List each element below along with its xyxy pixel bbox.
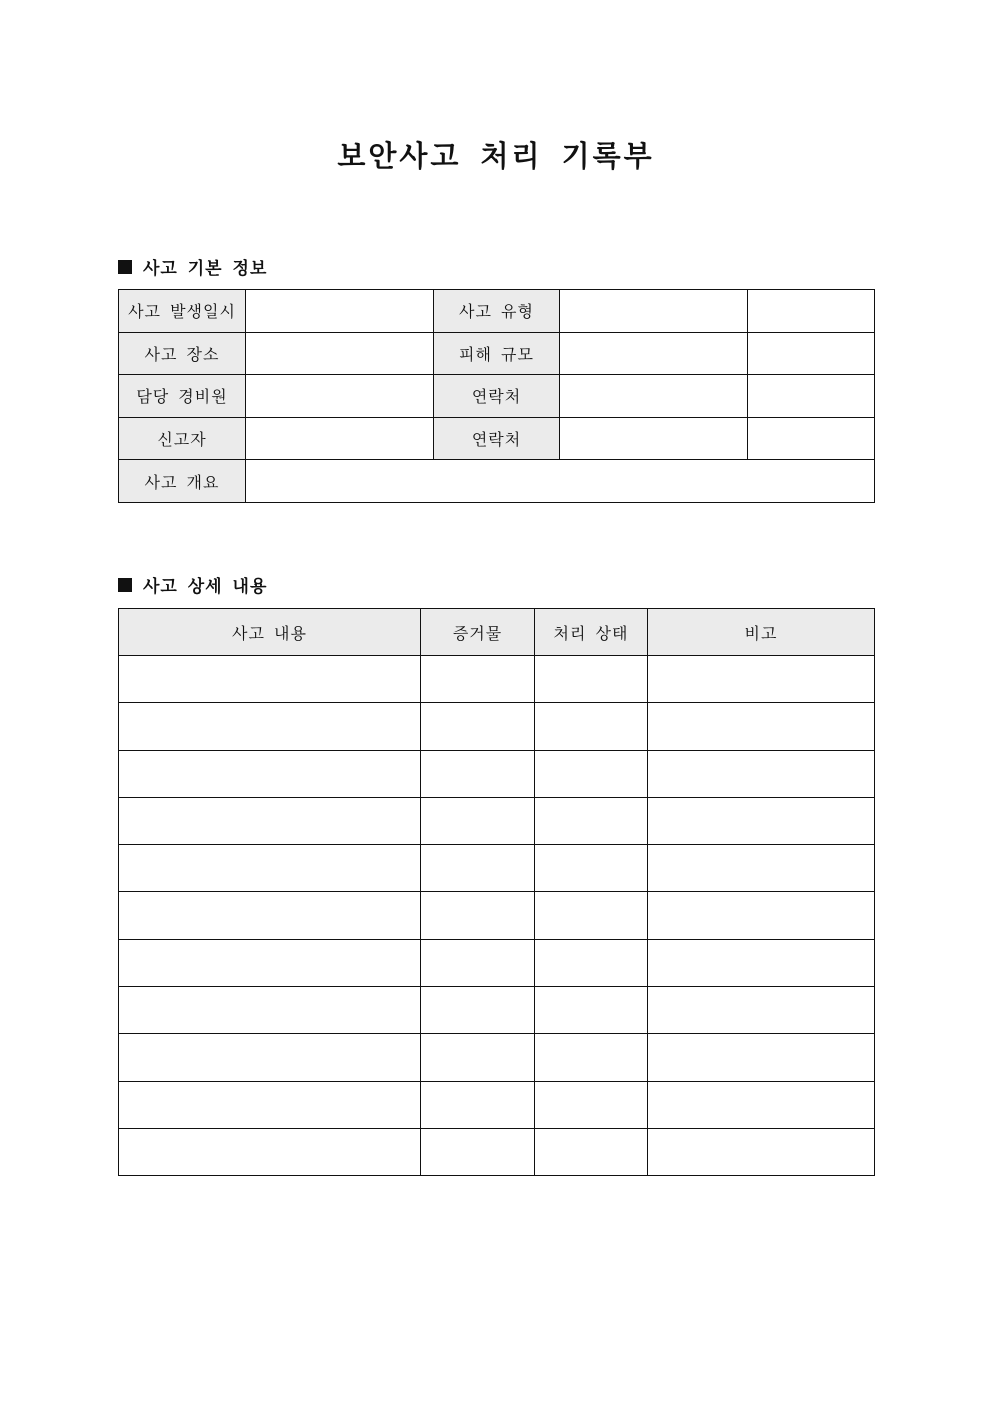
incident-content-cell[interactable]	[119, 987, 421, 1034]
section-heading-label: 사고 상세 내용	[143, 577, 268, 597]
evidence-cell[interactable]	[421, 1081, 535, 1128]
extra-field[interactable]	[748, 375, 875, 418]
status-cell[interactable]	[535, 892, 648, 939]
incident-content-cell[interactable]	[119, 750, 421, 797]
incident-content-cell[interactable]	[119, 1034, 421, 1081]
remarks-cell[interactable]	[648, 987, 875, 1034]
table-row	[119, 845, 875, 892]
damage-scale-field[interactable]	[560, 332, 748, 375]
field-label: 담당 경비원	[119, 375, 246, 418]
table-header-row	[119, 609, 875, 656]
evidence-cell[interactable]	[421, 750, 535, 797]
incident-datetime-field[interactable]	[246, 290, 434, 333]
incident-details-table	[118, 608, 875, 1176]
reporter-contact-field[interactable]	[560, 417, 748, 460]
status-cell[interactable]	[535, 939, 648, 986]
field-label: 연락처	[434, 375, 560, 418]
column-header: 처리 상태	[535, 609, 648, 656]
status-cell[interactable]	[535, 845, 648, 892]
evidence-cell[interactable]	[421, 892, 535, 939]
field-label: 피해 규모	[434, 332, 560, 375]
incident-summary-field[interactable]	[246, 460, 875, 503]
status-cell[interactable]	[535, 987, 648, 1034]
status-cell[interactable]	[535, 750, 648, 797]
evidence-cell[interactable]	[421, 939, 535, 986]
table-row	[119, 750, 875, 797]
table-row	[119, 939, 875, 986]
guard-contact-field[interactable]	[560, 375, 748, 418]
remarks-cell[interactable]	[648, 703, 875, 750]
section-heading-basic-info	[118, 254, 267, 279]
remarks-cell[interactable]	[648, 845, 875, 892]
table-row	[119, 460, 875, 503]
status-cell[interactable]	[535, 1128, 648, 1175]
evidence-cell[interactable]	[421, 656, 535, 703]
field-label: 사고 장소	[119, 332, 246, 375]
column-header: 비고	[648, 609, 875, 656]
field-label: 사고 발생일시	[119, 290, 246, 333]
reporter-field[interactable]	[246, 417, 434, 460]
evidence-cell[interactable]	[421, 1034, 535, 1081]
table-row	[119, 656, 875, 703]
evidence-cell[interactable]	[421, 797, 535, 844]
remarks-cell[interactable]	[648, 1034, 875, 1081]
remarks-cell[interactable]	[648, 656, 875, 703]
remarks-cell[interactable]	[648, 750, 875, 797]
status-cell[interactable]	[535, 656, 648, 703]
field-label: 신고자	[119, 417, 246, 460]
incident-location-field[interactable]	[246, 332, 434, 375]
table-row	[119, 1081, 875, 1128]
remarks-cell[interactable]	[648, 939, 875, 986]
remarks-cell[interactable]	[648, 1081, 875, 1128]
incident-content-cell[interactable]	[119, 656, 421, 703]
evidence-cell[interactable]	[421, 845, 535, 892]
extra-field[interactable]	[748, 290, 875, 333]
square-bullet-icon	[118, 578, 132, 592]
section-heading-details	[118, 572, 267, 597]
evidence-cell[interactable]	[421, 987, 535, 1034]
table-row	[119, 1034, 875, 1081]
square-bullet-icon	[118, 260, 132, 274]
column-header: 사고 내용	[119, 609, 421, 656]
table-row	[119, 332, 875, 375]
table-row	[119, 1128, 875, 1175]
table-row	[119, 375, 875, 418]
incident-content-cell[interactable]	[119, 939, 421, 986]
section-heading-label: 사고 기본 정보	[143, 259, 268, 279]
table-row	[119, 703, 875, 750]
incident-content-cell[interactable]	[119, 797, 421, 844]
incident-type-field[interactable]	[560, 290, 748, 333]
evidence-cell[interactable]	[421, 703, 535, 750]
table-row	[119, 797, 875, 844]
table-row	[119, 987, 875, 1034]
field-label: 사고 유형	[434, 290, 560, 333]
table-row	[119, 290, 875, 333]
incident-content-cell[interactable]	[119, 1128, 421, 1175]
incident-content-cell[interactable]	[119, 845, 421, 892]
extra-field[interactable]	[748, 332, 875, 375]
incident-content-cell[interactable]	[119, 1081, 421, 1128]
status-cell[interactable]	[535, 1034, 648, 1081]
remarks-cell[interactable]	[648, 797, 875, 844]
incident-content-cell[interactable]	[119, 892, 421, 939]
remarks-cell[interactable]	[648, 1128, 875, 1175]
table-row	[119, 417, 875, 460]
basic-info-table	[118, 289, 875, 503]
status-cell[interactable]	[535, 797, 648, 844]
status-cell[interactable]	[535, 1081, 648, 1128]
evidence-cell[interactable]	[421, 1128, 535, 1175]
page-title: 보안사고 처리 기록부	[337, 139, 655, 173]
field-label: 연락처	[434, 417, 560, 460]
remarks-cell[interactable]	[648, 892, 875, 939]
extra-field[interactable]	[748, 417, 875, 460]
status-cell[interactable]	[535, 703, 648, 750]
field-label: 사고 개요	[119, 460, 246, 503]
column-header: 증거물	[421, 609, 535, 656]
incident-content-cell[interactable]	[119, 703, 421, 750]
guard-in-charge-field[interactable]	[246, 375, 434, 418]
table-row	[119, 892, 875, 939]
